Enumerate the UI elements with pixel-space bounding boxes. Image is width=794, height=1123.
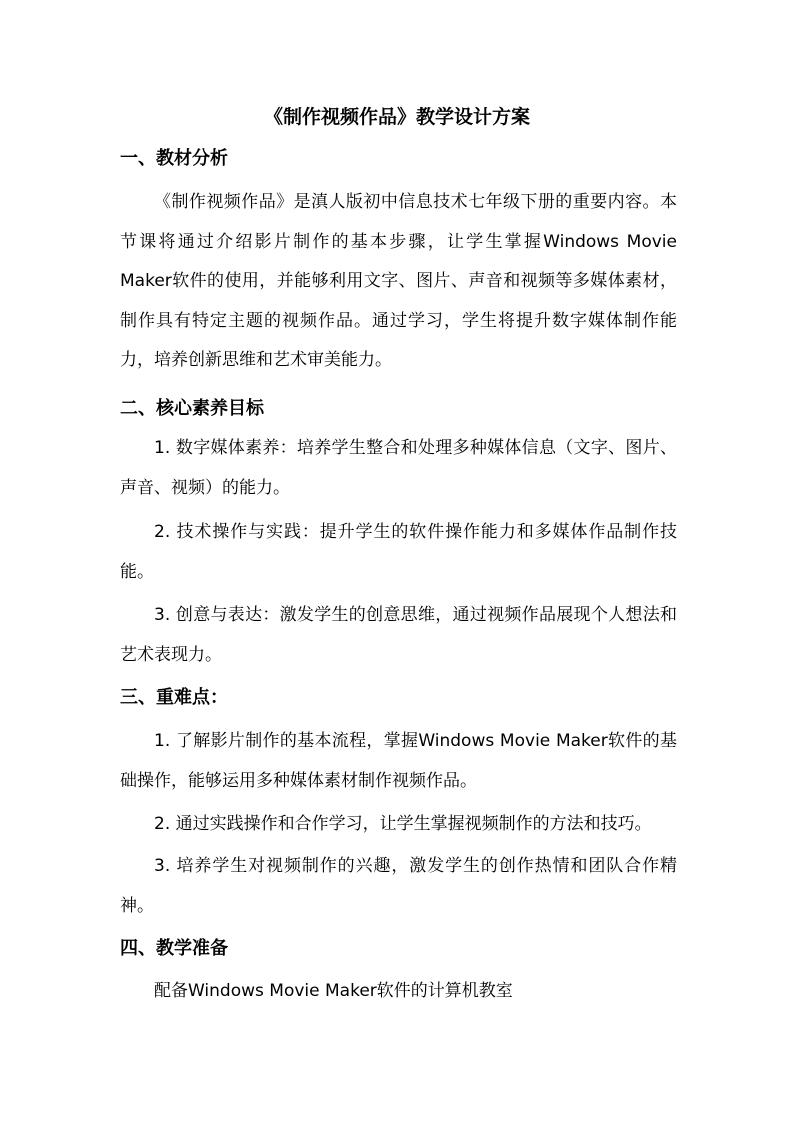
paragraph-preparation: 配备Windows Movie Maker软件的计算机教室 (154, 981, 513, 1001)
paragraph-goal-3: 3. 创意与表达：激发学生的创意思维，通过视频作品展现个人想法和艺术表现力。 (120, 605, 677, 665)
paragraph-key-point-1: 1. 了解影片制作的基本流程，掌握Windows Movie Maker软件的基础操作，能够运用多种媒体素材制作视频作品。 (120, 731, 677, 791)
paragraph-key-point-2: 2. 通过实践操作和合作学习，让学生掌握视频制作的方法和技巧。 (154, 814, 652, 834)
paragraph-goal-2: 2. 技术操作与实践：提升学生的软件操作能力和多媒体作品制作技能。 (120, 522, 677, 582)
section-heading-material-analysis: 一、教材分析 (120, 148, 228, 169)
paragraph-goal-1: 1. 数字媒体素养：培养学生整合和处理多种媒体信息（文字、图片、声音、视频）的能力。 (120, 438, 677, 498)
section-heading-core-goals: 二、核心素养目标 (120, 398, 264, 419)
paragraph-key-point-3: 3. 培养学生对视频制作的兴趣，激发学生的创作热情和团队合作精神。 (120, 856, 677, 916)
section-heading-key-points: 三、重难点： (120, 687, 228, 708)
section-heading-preparation: 四、教学准备 (120, 938, 228, 959)
paragraph-material-analysis: 《制作视频作品》是滇人版初中信息技术七年级下册的重要内容。本节课将通过介绍影片制作的基本步骤，让学生掌握Windows Movie Maker软件的使用，并能够利用文字、图片、声音和视频等多媒体素材，制作具有特定主题的视频作品。通过学习，学生将提升数字媒体制作能力，培养创新思维和艺术审美能力。 (120, 192, 677, 370)
document-title: 《制作视频作品》教学设计方案 (263, 106, 530, 128)
